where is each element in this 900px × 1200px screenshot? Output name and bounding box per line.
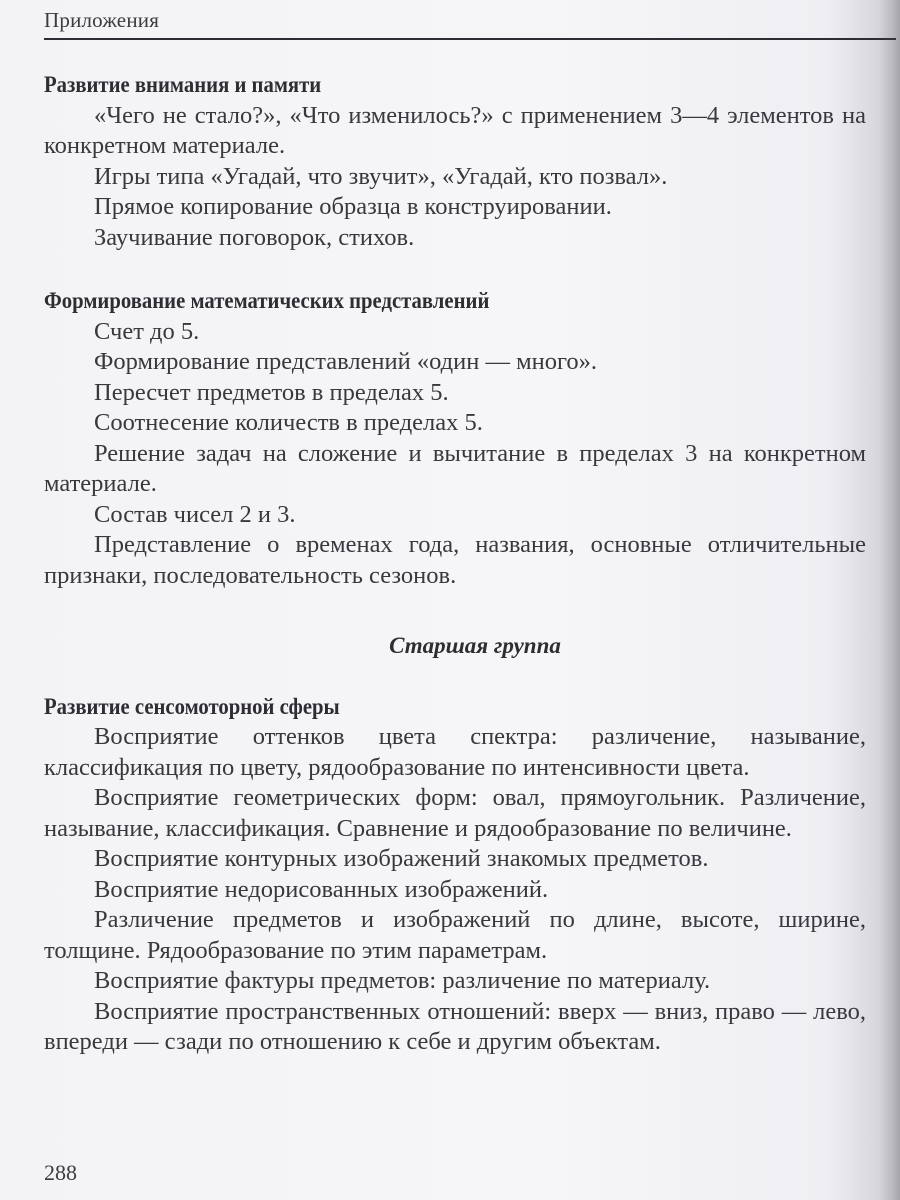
paragraph: Состав чисел 2 и 3.	[94, 500, 296, 528]
paragraph: Восприятие геометрических форм: овал, прямоугольник. Различение, называние, классификация. Сравнение и рядообразование по величине.	[44, 784, 866, 842]
paragraph: Формирование представлений «один — много».	[94, 348, 598, 375]
section-title: Формирование математических представлений	[44, 288, 490, 313]
section-math	[44, 286, 866, 591]
paragraph: Представление о временах года, названия, основные отличительные признаки, последовательность сезонов.	[44, 531, 866, 589]
running-head: Приложения	[44, 8, 160, 32]
spacer	[44, 253, 866, 286]
paragraph: Восприятие оттенков цвета спектра: различение, называние, классификация по цвету, рядообразование по интенсивности цвета.	[44, 723, 866, 781]
spacer	[44, 591, 866, 631]
section-title: Развитие сенсомоторной сферы	[44, 693, 340, 719]
page-number: 288	[44, 1160, 77, 1185]
page-edge-shadow	[878, 0, 900, 1200]
section-sensorimotor	[44, 692, 866, 1058]
paragraph: Восприятие фактуры предметов: различение по материалу.	[94, 967, 711, 994]
group-heading: Старшая группа	[389, 633, 561, 658]
paragraph: Соотнесение количеств в пределах 5.	[94, 409, 483, 436]
paragraph: «Чего не стало?», «Что изменилось?» с применением 3—4 элементов на конкретном материале.	[44, 101, 866, 159]
spacer	[44, 662, 866, 692]
paragraph: Различение предметов и изображений по длине, высоте, ширине, толщине. Рядообразование по этим параметрам.	[44, 906, 866, 964]
section-attention-memory	[44, 70, 866, 253]
paragraph: Пересчет предметов в пределах 5.	[94, 378, 449, 406]
paragraph: Восприятие недорисованных изображений.	[94, 875, 549, 903]
page-content	[44, 70, 866, 1058]
paragraph: Прямое копирование образца в конструировании.	[94, 193, 612, 220]
paragraph: Заучивание поговорок, стихов.	[94, 223, 415, 251]
section-title: Развитие внимания и памяти	[44, 72, 322, 97]
paragraph: Восприятие пространственных отношений: вверх — вниз, право — лево, впереди — сзади по отношению к себе и другим объектам.	[44, 997, 866, 1055]
header-rule	[44, 38, 896, 40]
paragraph: Игры типа «Угадай, что звучит», «Угадай, кто позвал».	[94, 162, 668, 190]
paragraph: Решение задач на сложение и вычитание в пределах 3 на конкретном материале.	[44, 439, 866, 497]
paragraph: Счет до 5.	[94, 317, 200, 345]
paragraph: Восприятие контурных изображений знакомых предметов.	[94, 845, 709, 872]
